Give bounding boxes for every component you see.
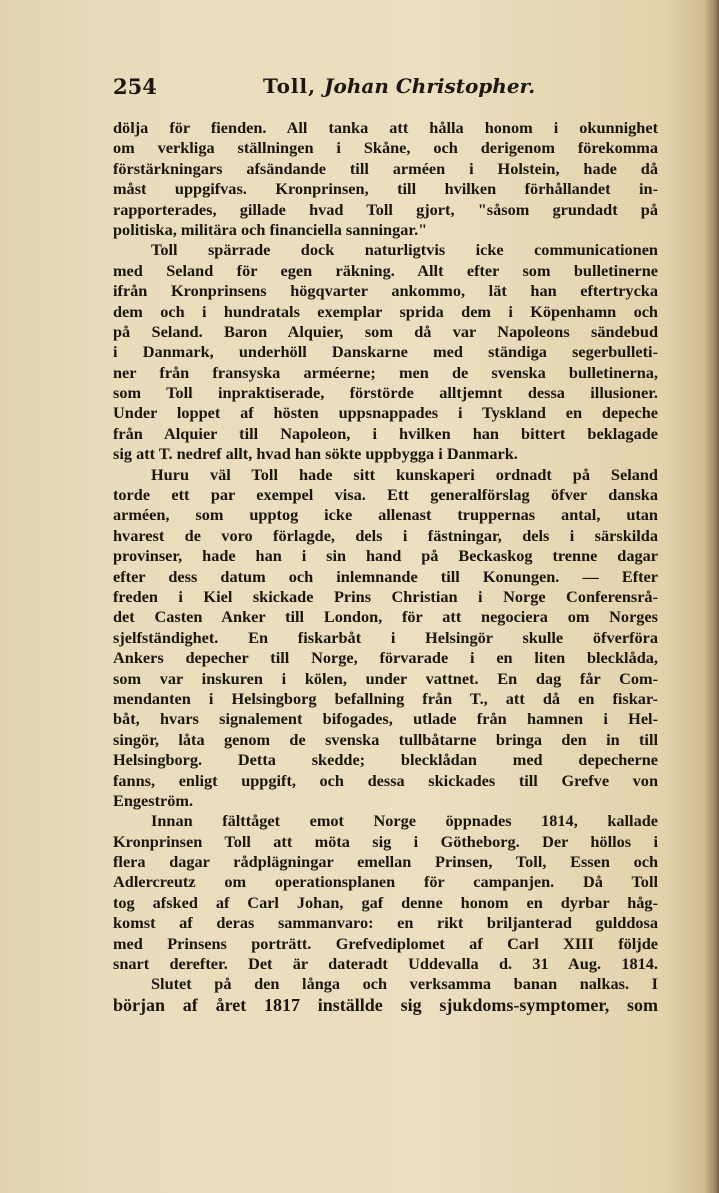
text-line: fanns, enligt uppgift, och dessa skickades till Grefve von <box>113 770 658 790</box>
text-line: Under loppet af hösten uppsnappades i Tyskland en depeche <box>113 403 658 423</box>
text-line: som Toll inpraktiserade, förstörde alltjemnt dessa illusioner. <box>113 383 658 403</box>
text-line: komst af deras sammanvaro: en rikt briljanterad gulddosa <box>113 913 658 933</box>
text-line: politiska, militära och financiella sanningar." <box>113 219 428 239</box>
page-number: 254 <box>113 74 157 99</box>
text-line: arméen, som upptog icke allenast truppernas antal, utan <box>113 505 658 525</box>
text-line: med Seland för egen räkning. Allt efter som bulletinerne <box>113 260 658 280</box>
text-line: i Danmark, underhöll Danskarne med ständiga segerbulleti- <box>113 342 658 362</box>
text-line: båt, hvars signalement bifogades, utlade från hamnen i Hel- <box>113 709 658 729</box>
text-line: ner från fransyska arméerne; men de svenska bulletinerna, <box>113 362 658 382</box>
text-line: dem och i hundratals exemplar sprida dem i Köpenhamn och <box>113 301 658 321</box>
text-line: hvarest de voro förlagde, dels i fästningar, dels i särskilda <box>113 525 658 545</box>
text-line: mendanten i Helsingborg befallning från T., att då en fiskar- <box>113 688 658 708</box>
text-line: som var inskuren i kölen, under vattnet. En dag får Com- <box>113 668 658 688</box>
running-head-name: Johan Christopher. <box>324 74 536 98</box>
text-line: Adlercreutz om operationsplanen för campanjen. Då Toll <box>113 872 658 892</box>
text-line: början af året 1817 inställde sig sjukdoms-symptomer, som <box>113 994 658 1015</box>
text-line: på Seland. Baron Alquier, som då var Napoleons sändebud <box>113 321 658 341</box>
text-line: sjelfständighet. En fiskarbåt i Helsingör skulle öfverföra <box>113 627 658 647</box>
text-line: från Alquier till Napoleon, i hvilken han bittert beklagade <box>113 423 658 443</box>
running-head <box>263 74 535 98</box>
text-line: efter dess datum och inlemnande till Konungen. — Efter <box>113 566 658 586</box>
text-line: torde ett par exempel visa. Ett generalförslag öfver danska <box>113 485 658 505</box>
text-line: dölja för fienden. All tanka att hålla honom i okunnighet <box>113 118 658 137</box>
text-line: Slutet på den långa och verksamma banan nalkas. I <box>151 974 658 994</box>
text-line: Kronprinsen Toll att möta sig i Götheborg. Der höllos i <box>113 831 658 851</box>
text-line: snart derefter. Det är dateradt Uddevalla d. 31 Aug. 1814. <box>113 954 658 974</box>
text-line: rapporterades, gillade hvad Toll gjort, "såsom grundadt på <box>113 199 658 219</box>
text-line: provinser, hade han i sin hand på Beckaskog trenne dagar <box>113 546 658 566</box>
text-line: Ankers depecher till Norge, förvarade i en liten blecklåda, <box>113 648 658 668</box>
text-line: om verkliga ställningen i Skåne, och derigenom förekomma <box>113 138 658 158</box>
text-line: flera dagar rådplägningar emellan Prinsen, Toll, Essen och <box>113 852 658 872</box>
page-gutter <box>705 0 719 1193</box>
text-line: Helsingborg. Detta skedde; blecklådan med depecherne <box>113 750 658 770</box>
text-line: tog afsked af Carl Johan, gaf denne honom en dyrbar håg- <box>113 892 658 912</box>
text-line: med Prinsens porträtt. Grefvediplomet af Carl XIII följde <box>113 933 658 953</box>
text-line: förstärkningars afsändande till arméen i Holstein, hade då <box>113 158 658 178</box>
text-line: ifrån Kronprinsens högqvarter ankommo, lät han eftertrycka <box>113 281 658 301</box>
running-head-surname: Toll, <box>263 74 317 98</box>
page-header <box>113 70 613 110</box>
text-line: Huru väl Toll hade sitt kunskaperi ordnadt på Seland <box>151 464 658 484</box>
text-line: sig att T. nedref allt, hvad han sökte uppbygga i Danmark. <box>113 444 518 464</box>
text-line: måst uppgifvas. Kronprinsen, till hvilken förhållandet in- <box>113 179 658 199</box>
text-line: Innan fälttåget emot Norge öppnades 1814, kallade <box>151 811 658 831</box>
body-text <box>113 118 658 1015</box>
text-line: det Casten Anker till London, för att negociera om Norges <box>113 607 658 627</box>
text-line: Toll spärrade dock naturligtvis icke communicationen <box>151 240 658 260</box>
text-line: Engeström. <box>113 790 194 810</box>
text-line: singör, låta genom de svenska tullbåtarne bringa den in till <box>113 729 658 749</box>
text-line: freden i Kiel skickade Prins Christian i Norge Conferensrå- <box>113 586 658 606</box>
